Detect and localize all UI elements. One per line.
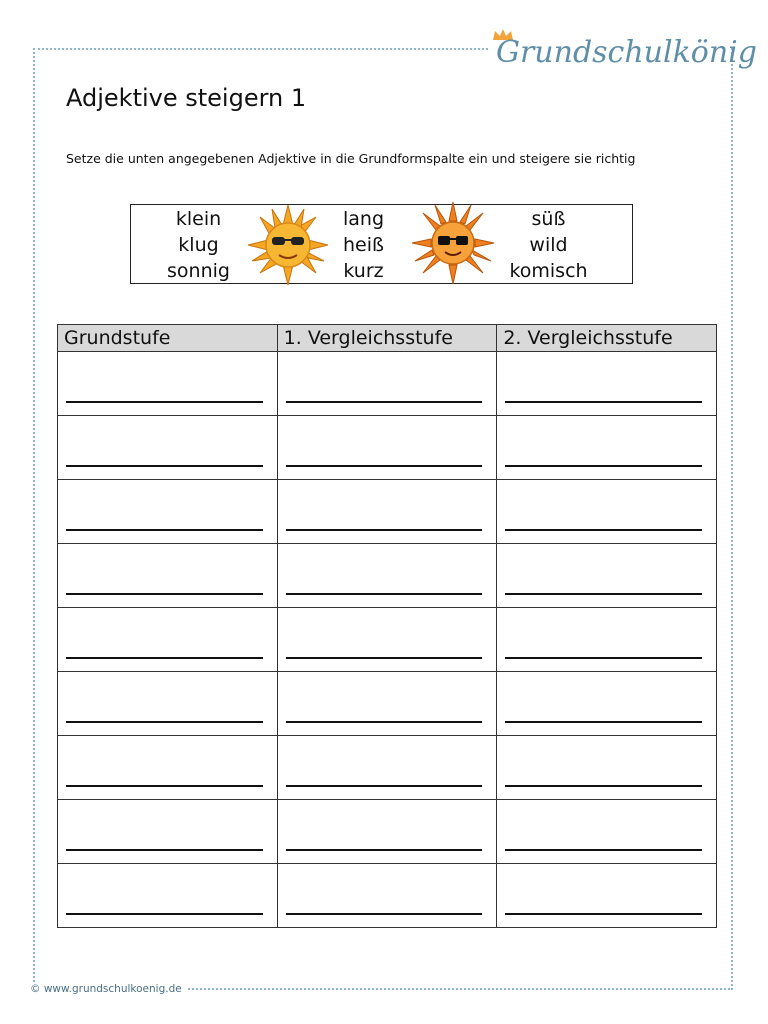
word-item: süß [531,208,566,230]
table-row [58,480,717,544]
answer-cell[interactable] [497,864,717,928]
answer-blank-line [66,401,263,403]
table-row [58,416,717,480]
word-item: lang [342,208,385,230]
answer-cell[interactable] [277,736,497,800]
worksheet-title: Adjektive steigern 1 [66,84,307,112]
word-item: komisch [509,260,588,282]
answer-blank-line [505,913,702,915]
answer-blank-line [286,849,483,851]
answer-blank-line [505,849,702,851]
answer-blank-line [66,913,263,915]
answer-blank-line [286,401,483,403]
answer-blank-line [505,657,702,659]
table-row [58,352,717,416]
answer-blank-line [66,785,263,787]
answer-blank-line [505,465,702,467]
answer-cell[interactable] [58,352,278,416]
cool-sun-icon [411,201,495,285]
answer-table-body [58,352,717,928]
answer-blank-line [286,721,483,723]
answer-blank-line [505,529,702,531]
answer-blank-line [505,593,702,595]
word-column-1 [161,206,236,284]
answer-blank-line [286,593,483,595]
answer-cell[interactable] [497,544,717,608]
word-item: klein [175,208,222,230]
word-column-3 [501,206,596,284]
table-row [58,672,717,736]
answer-table [57,324,717,928]
answer-blank-line [505,785,702,787]
answer-cell[interactable] [277,864,497,928]
answer-blank-line [286,785,483,787]
table-row [58,608,717,672]
word-item: klug [178,234,219,256]
answer-cell[interactable] [497,736,717,800]
answer-cell[interactable] [58,416,278,480]
table-row [58,544,717,608]
answer-blank-line [66,593,263,595]
header-1-vergleichsstufe: 1. Vergleichsstufe [277,325,497,352]
header-2-vergleichsstufe: 2. Vergleichsstufe [497,325,717,352]
answer-blank-line [66,849,263,851]
header-grundstufe: Grundstufe [58,325,278,352]
answer-cell[interactable] [58,480,278,544]
answer-blank-line [286,529,483,531]
answer-cell[interactable] [497,672,717,736]
answer-cell[interactable] [497,608,717,672]
worksheet-instruction: Setze die unten angegebenen Adjektive in die Grundformspalte ein und steigere sie richtig [66,151,636,166]
answer-blank-line [286,913,483,915]
answer-cell[interactable] [58,736,278,800]
answer-cell[interactable] [58,800,278,864]
word-bank [130,204,633,284]
answer-cell[interactable] [277,352,497,416]
answer-cell[interactable] [277,608,497,672]
word-item: heiß [343,234,384,256]
answer-cell[interactable] [58,544,278,608]
word-item: wild [529,234,568,256]
table-header-row [58,325,717,352]
brand-logo [490,28,757,72]
answer-blank-line [505,401,702,403]
answer-blank-line [66,529,263,531]
answer-cell[interactable] [277,416,497,480]
answer-blank-line [66,657,263,659]
table-row [58,736,717,800]
word-item: sonnig [167,260,230,282]
sun-with-sunglasses-icon [246,203,330,287]
answer-cell[interactable] [497,800,717,864]
table-row [58,864,717,928]
answer-cell[interactable] [497,416,717,480]
answer-blank-line [286,465,483,467]
answer-blank-line [286,657,483,659]
answer-cell[interactable] [58,864,278,928]
answer-cell[interactable] [277,544,497,608]
answer-cell[interactable] [58,672,278,736]
answer-cell[interactable] [277,480,497,544]
answer-blank-line [505,721,702,723]
answer-cell[interactable] [497,352,717,416]
word-item: kurz [343,260,384,282]
answer-cell[interactable] [58,608,278,672]
logo-text: Grundschulkönig [496,35,757,70]
table-row [58,800,717,864]
answer-cell[interactable] [277,800,497,864]
answer-cell[interactable] [497,480,717,544]
answer-cell[interactable] [277,672,497,736]
answer-blank-line [66,465,263,467]
word-column-2 [326,206,401,284]
answer-blank-line [66,721,263,723]
footer-copyright: © www.grundschulkoenig.de [30,983,186,995]
